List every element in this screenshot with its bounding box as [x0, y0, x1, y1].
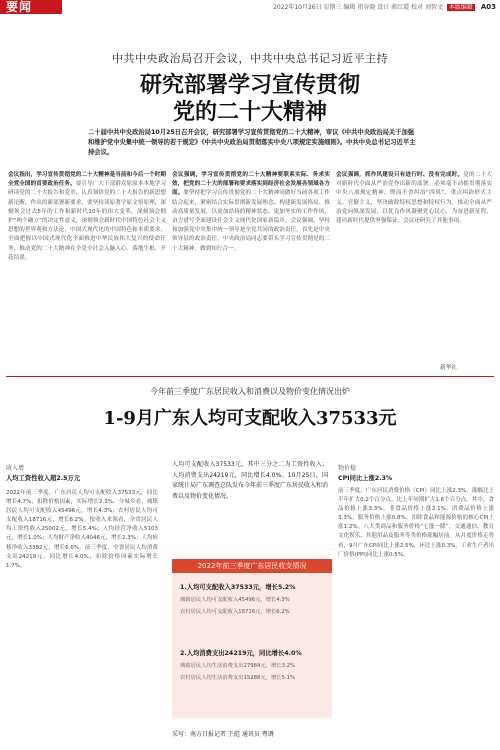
- income-column-head: [6, 463, 80, 482]
- box-row: 农村居民人均可支配收入18716元，增长6.2%: [180, 609, 290, 615]
- top-lead: 二十届中共中央政治局10月25日召开会议，研究部署学习宣传贯彻党的二十大精神，审议《中共中央政治局关于加强和维护党中央集中统一领导的若干规定》《中共中央政治局贯彻落实中央八项规定实施细则》。中共中央总书记习近平主持会议。: [88, 129, 416, 156]
- box-item-spending: [180, 648, 326, 681]
- intro-paragraph: 人均可支配收入37533元，其中三分之二为工资性收入；人均消费支出24219元，同比增长4.0%。10月25日，国家统计局广东调查总队发布今年前三季度广东居民收入和消费以及物价变化情况。: [172, 461, 328, 500]
- col2-text: 要坚持把学习宣传贯彻党的二十大精神同做好当前各项工作结合起来，紧密结合实际贯彻新发展理念、构建新发展格局、推动高质量发展，以更加昂扬的精神状态、更加务实的工作作风，奋力谱写全面建设社会主义现代化国家新篇章。会议强调，坚持和加强党中央集中统一领导是全党共同的政治责任，首先是中央领导层的政治责任。中央政治局同志要带头学习宣传贯彻党的二十大精神，做到知行合一。: [172, 190, 330, 252]
- page-header: [0, 0, 500, 14]
- data-box: [172, 562, 332, 718]
- price-label: 物价稳: [338, 465, 357, 472]
- col3-lead: 会议强调，抓作风建设只有进行时、没有完成时。: [336, 172, 464, 178]
- bottom-kicker: 今年前三季度广东居民收入和消费以及物价变化情况出炉: [150, 387, 350, 396]
- header-meta: [273, 2, 496, 11]
- box-item-income-head: 1.人均可支配收入37533元，增长5.2%: [180, 584, 296, 591]
- box-row: 农村居民人均生活消费支出15288元，增长5.1%: [180, 675, 296, 681]
- box-row: 城镇居民人均可支配收入45496元，增长4.3%: [180, 597, 290, 603]
- col1-lead: 会议指出，学习宣传贯彻党的二十大精神是当前和今后一个时期全党全国的首要政治任务。: [8, 172, 166, 188]
- bottom-title: 1-9月广东人均可支配收入37533元: [103, 408, 397, 429]
- top-headline: [0, 50, 500, 126]
- section-flag: 要闻: [0, 0, 62, 14]
- editor-tag: 本版编辑: [448, 4, 473, 11]
- income-subhead: 人均工资性收入超2.5万元: [6, 475, 81, 482]
- price-body: 前三季度，广东居民消费价格（CPI）同比上涨2.3%，涨幅比上半年扩大0.2个百分点，比上年同期扩大1.6个百分点。其中，食品价格上涨3.3%，非食品价格上涨2.1%；消费品价格上涨3.3%，服务价格上涨0.8%。扣除食品和能源价格的核心CPI上涨1.2%。八大类商品和服务价格“七涨一降”，交通通信、教育文化娱乐、其他用品及服务等类价格涨幅居前。从月度价格走势看，9月广东CPI同比上涨2.5%，环比上涨0.3%，工业生产者出厂价格(PPI)同比上涨0.5%。: [338, 488, 494, 558]
- col2-lead: 会议强调，学习宣传贯彻党的二十大精神要联系实际、务求实效，把党的二十大的部署和要求落实到经济社会发展各领域各方面。: [172, 172, 330, 197]
- top-kicker: 中共中央政治局召开会议，中共中央总书记习近平主持: [112, 52, 388, 65]
- section-divider: [6, 376, 494, 377]
- top-story-column-3: [336, 171, 492, 337]
- page-number: A03: [480, 3, 496, 11]
- col1-text: 要引导广大干部群众原原本本地学习研读党的二十大报告和党章，认真领悟党的二十大报告的新思想新论断，作出的新部署新要求，要坚持读原著学原文悟原理，深刻领会过去5年的工作和新时代10年的伟大变革，深刻领会拥护“两个确立”的决定性意义，深刻领会新时代中国特色社会主义思想的世界观和方法论，中国式现代化的中国特色和本质要求，全面把握以中国式现代化全面推进中华民族伟大复兴的使命任务，推动党的二十大精神在全党全社会入脑入心、落地生根、开花结果。: [8, 181, 166, 261]
- income-body: 2022年前三季度，广东居民人均可支配收入37533元，同比增长4.7%，扣除价格因素，实际增长2.3%。分城乡看，城镇居民人均可支配收入45496元，增长4.3%；农村居民人均可支配收入18716元，增长6.2%。按收入来源看，全省居民人均工资性收入25002元，增长5.4%；人均经营净收入5103元，增长1.0%；人均财产净收入4046元，增长2.3%；人均转移净收入3382元，增长6.6%。前三季度，全省居民人均消费支出24219元，同比增长4.0%，扣除价格因素实际增长1.7%。: [6, 490, 158, 569]
- price-column-head: [338, 463, 392, 482]
- main-title-line1: 研究部署学习宣传贯彻: [139, 72, 360, 98]
- box-item-income: [180, 582, 326, 615]
- main-title-line2: 党的二十大精神: [172, 99, 327, 125]
- top-story-column-2: [172, 171, 330, 337]
- price-subhead: CPI同比上涨2.3%: [338, 475, 393, 482]
- col3-text: 党的二十大对新时代全面从严治党作出新的部署。必须毫不动摇贯彻落实中央八项规定精神，锲而不舍纠治“四风”，重点纠治形式主义、官僚主义，坚决破除特权思想和特权行为，推动全面从严治党向纵深发展，以优良作风凝聚党心民心，为奋进新征程、建功新时代提供坚强保证。会议还研究了其他事项。: [336, 172, 492, 225]
- income-label: 收入增: [6, 465, 25, 472]
- box-row: 城镇居民人均生活消费支出27984元，增长3.2%: [180, 663, 296, 669]
- data-box-title: 2022年前三季度广东居民收支情况: [172, 559, 332, 573]
- header-meta-text: 2022年10月26日 星期三 编辑 祖谷晓 设计 郭红霞 校对 刘智文: [273, 4, 443, 11]
- credit-line: 采写：南方日报记者 王彪 通讯员 粤调: [172, 731, 274, 738]
- byline: 新华社: [440, 365, 457, 371]
- top-story-column-1: [8, 171, 166, 337]
- box-item-spending-head: 2.人均消费支出24219元，同比增长4.0%: [180, 650, 302, 657]
